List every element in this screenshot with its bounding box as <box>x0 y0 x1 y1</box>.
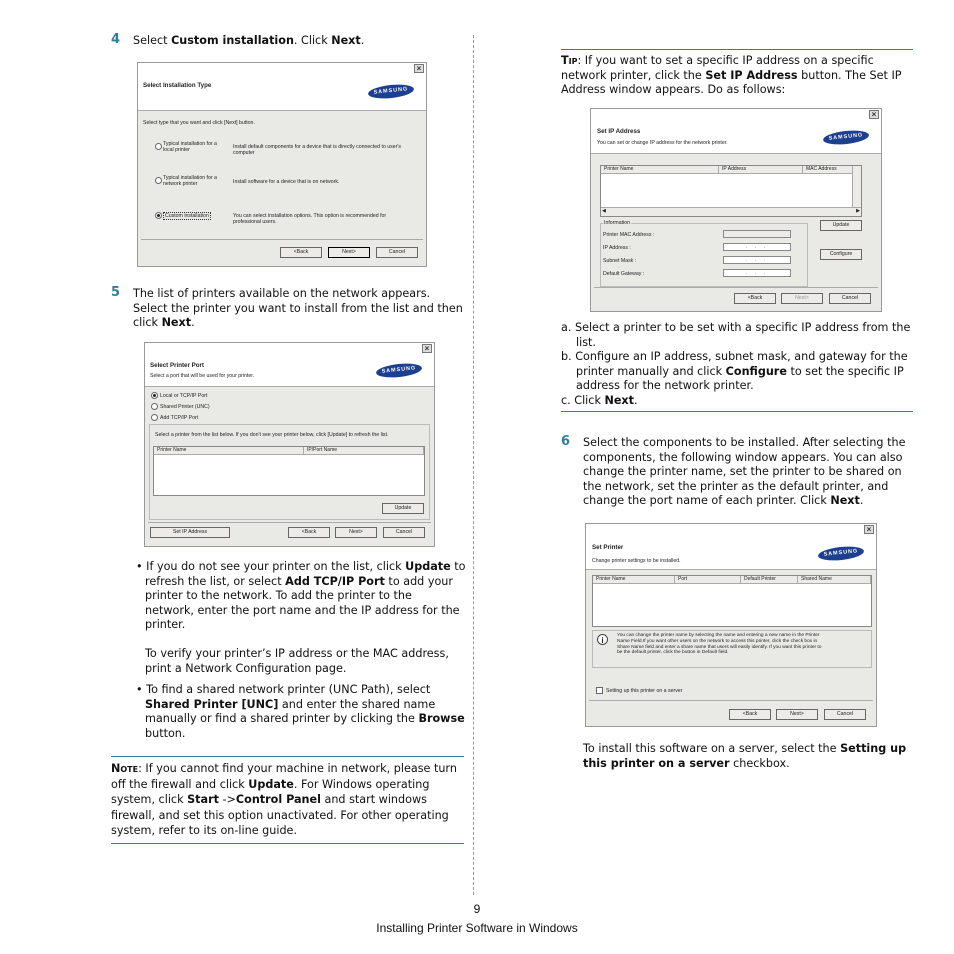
step-5-text: The list of printers available on the network appears. Select the printer you want to install from the list and then click Next. <box>133 287 463 330</box>
install-type-prompt: Select type that you want and click [Next] button. <box>143 120 255 126</box>
vertical-scrollbar[interactable] <box>852 166 861 208</box>
configure-button[interactable]: Configure <box>820 249 862 260</box>
column-divider <box>473 35 474 895</box>
separator <box>141 239 423 240</box>
radio-local-tcpip[interactable] <box>151 392 158 399</box>
option-description: Install software for a device that is on network. <box>233 179 340 185</box>
dialog-title: Select Printer Port <box>150 362 204 369</box>
back-button[interactable]: <Back <box>280 247 322 258</box>
horizontal-scrollbar[interactable] <box>601 207 861 216</box>
dialog-title: Set Printer <box>592 544 624 551</box>
option-description: You can select installation options. This option is recommended for professional users. <box>233 213 387 225</box>
back-button[interactable]: <Back <box>734 293 776 304</box>
column-header[interactable]: Printer Name <box>593 576 675 584</box>
column-header[interactable]: Default Printer <box>741 576 798 584</box>
separator <box>589 700 873 701</box>
column-header[interactable]: Port <box>675 576 741 584</box>
radio-label: Local or TCP/IP Port <box>160 393 208 399</box>
scroll-right-icon[interactable]: ▶ <box>856 208 860 214</box>
note-bottom-rule <box>111 843 464 844</box>
bullet-shared: • To find a shared network printer (UNC Path), select Shared Printer [UNC] and enter the shared name manually or find a shared printer by clicking the Browse button. <box>136 683 465 740</box>
next-button[interactable]: Next> <box>781 293 823 304</box>
radio-typical-local[interactable] <box>155 143 162 150</box>
field-label: Printer MAC Address : <box>603 232 655 238</box>
back-button[interactable]: <Back <box>288 527 330 538</box>
printer-ip-list[interactable] <box>600 165 862 217</box>
tip-text: Tip: If you want to set a specific IP address on a specific network printer, click the Set IP Address button. The Set IP Address window appears. Do as follows: <box>561 54 902 97</box>
column-header[interactable]: IP/Port Name <box>304 447 424 455</box>
ip-steps: a. Select a printer to be set with a specific IP address from the list. b. Configure an IP address, subnet mask, and gateway for the printer manually and click Configure to set the specific IP address for the network printer. c. Click Next. <box>561 321 911 407</box>
set-ip-address-dialog <box>590 108 882 312</box>
back-button[interactable]: <Back <box>729 709 771 720</box>
subnet-mask-input[interactable]: . . . <box>723 256 791 264</box>
verify-text: To verify your printer’s IP address or the MAC address, print a Network Configuration page. <box>145 647 449 675</box>
step-6-number: 6 <box>561 434 571 449</box>
dialog-subtitle: Select a port that will be used for your printer. <box>150 373 255 379</box>
radio-add-tcpip[interactable] <box>151 414 158 421</box>
set-printer-dialog <box>585 523 877 727</box>
step-4-text: Select Custom installation. Click Next. <box>133 34 365 47</box>
printer-settings-list[interactable] <box>592 575 872 627</box>
tip-top-rule <box>561 49 913 50</box>
close-icon[interactable]: × <box>422 344 432 353</box>
info-icon: i <box>597 634 608 645</box>
cancel-button[interactable]: Cancel <box>376 247 418 258</box>
scroll-left-icon[interactable]: ◀ <box>602 208 606 214</box>
next-button[interactable]: Next> <box>776 709 818 720</box>
column-header[interactable]: Printer Name <box>154 447 304 455</box>
samsung-logo: SAMSUNG <box>817 545 864 563</box>
cancel-button[interactable]: Cancel <box>824 709 866 720</box>
option-description: Install default components for a device that is directly connected to user's computer <box>233 144 401 156</box>
dialog-title: Select Installation Type <box>143 82 212 89</box>
column-header[interactable]: MAC Address <box>803 166 853 174</box>
dialog-header <box>145 354 434 387</box>
select-installation-type-dialog <box>137 62 427 267</box>
printer-list-hint: Select a printer from the list below. If you don't see your printer below, click [Update] to refresh the list. <box>155 432 389 438</box>
printer-list[interactable] <box>153 446 425 496</box>
setup-on-server-checkbox[interactable] <box>596 687 603 694</box>
close-icon[interactable]: × <box>869 110 879 119</box>
samsung-logo: SAMSUNG <box>822 129 869 147</box>
select-printer-port-dialog <box>144 342 435 547</box>
info-text: You can change the printer name by selecting the name and entering a new name in the Printer Name Field.If you want other users on the network to access this printer, click the check box in Share Name field and enter a share name that users will easily identify. If you want this printer to be the default printer, click the button in Default field. <box>617 633 822 656</box>
cancel-button[interactable]: Cancel <box>383 527 425 538</box>
dialog-header <box>586 535 876 570</box>
next-button[interactable]: Next> <box>328 247 370 258</box>
ip-address-input[interactable]: . . . <box>723 243 791 251</box>
radio-shared-unc[interactable] <box>151 403 158 410</box>
tip-bottom-rule <box>561 411 913 412</box>
note-top-rule <box>111 756 464 757</box>
close-icon[interactable]: × <box>864 525 874 534</box>
dialog-subtitle: You can set or change IP address for the network printer. <box>597 140 728 146</box>
column-header[interactable]: Shared Name <box>798 576 871 584</box>
field-label: Subnet Mask : <box>603 258 637 264</box>
radio-label: Shared Printer (UNC) <box>160 404 210 410</box>
default-gateway-input[interactable]: . . . <box>723 269 791 277</box>
column-header[interactable]: IP Address <box>719 166 803 174</box>
samsung-logo: SAMSUNG <box>367 83 414 101</box>
printer-mac-field <box>723 230 791 238</box>
separator <box>148 522 431 523</box>
note-text: Note: If you cannot find your machine in network, please turn off the firewall and click Update. For Windows operating system, click Start ->Control Panel and start windows firewall, and set this option unactivated. For other operating system, refer to its on-line guide. <box>111 762 457 837</box>
set-ip-address-button[interactable]: Set IP Address <box>150 527 230 538</box>
samsung-logo: SAMSUNG <box>375 362 422 380</box>
field-label: IP Address : <box>603 245 631 251</box>
close-icon[interactable]: × <box>414 64 424 73</box>
update-button[interactable]: Update <box>382 503 424 514</box>
dialog-header <box>138 74 426 111</box>
bullet-update: • If you do not see your printer on the list, click Update to refresh the list, or select Add TCP/IP Port to add your printer to the network. To add the printer to the network, enter the port name and the IP address for the printer. <box>136 560 466 632</box>
footer-title: Installing Printer Software in Windows <box>376 921 578 935</box>
update-button[interactable]: Update <box>820 220 862 231</box>
information-group-label: Information <box>604 220 630 226</box>
dialog-header <box>591 120 881 154</box>
separator <box>594 287 878 288</box>
checkbox-label: Setting up this printer on a server <box>606 688 683 694</box>
page-number: 9 <box>473 902 481 916</box>
next-button[interactable]: Next> <box>335 527 377 538</box>
step-4-number: 4 <box>111 32 121 47</box>
option-label: Custom installation <box>165 213 209 219</box>
column-header[interactable]: Printer Name <box>601 166 719 174</box>
radio-label: Add TCP/IP Port <box>160 415 199 421</box>
radio-typical-network[interactable] <box>155 177 162 184</box>
step-6-text: Select the components to be installed. After selecting the components, the following window appears. You can also change the printer name, set the printer to be shared on the network, set the printer as the default printer, and change the port name of each printer. Click Next. <box>583 436 906 508</box>
dialog-title: Set IP Address <box>597 128 641 135</box>
cancel-button[interactable]: Cancel <box>829 293 871 304</box>
server-text: To install this software on a server, select the Setting up this printer on a server checkbox. <box>583 742 907 770</box>
step-5-number: 5 <box>111 285 121 300</box>
dialog-subtitle: Change printer settings to be installed. <box>592 558 681 564</box>
option-label: Typical installation for a network printer <box>163 175 217 187</box>
radio-custom-installation[interactable] <box>155 212 162 219</box>
field-label: Default Gateway : <box>603 271 645 277</box>
option-label: Typical installation for a local printer <box>163 141 217 153</box>
